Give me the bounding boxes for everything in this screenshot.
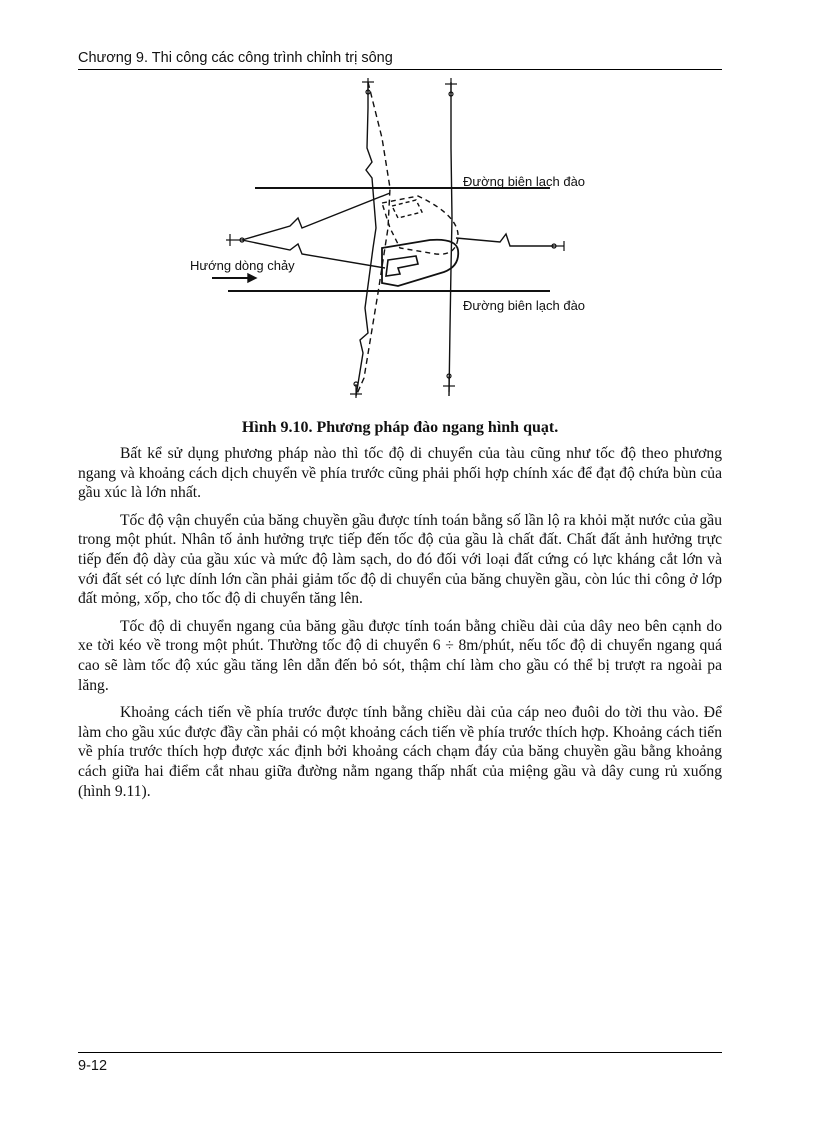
figure-caption: Hình 9.10. Phương pháp đào ngang hình quạt. [241, 419, 559, 436]
label-bottom-boundary: Đường biên lạch đào [463, 298, 586, 313]
paragraph-4: Khoảng cách tiến về phía trước được tính bằng chiều dài của cáp neo đuôi do tời thu vào. Để làm cho gầu xúc được đầy cần phải có một khoảng cách tiến về phía trước thích hợp. Khoảng cách tiến về phía trước thích hợp được xác định bởi khoảng cách chạm đáy của băng chuyền gầu bằng khoảng cách giữa hai điểm cắt nhau giữa đường nằm ngang thấp nhất của miệng gầu và dây cung rủ xuống (hình 9.11). [78, 704, 722, 800]
paragraph-3: Tốc độ di chuyển ngang của băng gầu được tính toán bằng chiều dài của dây neo bên cạnh do xe tời kéo về trong một phút. Thường tốc độ di chuyển 6 ÷ 8m/phút, nếu tốc độ di chuyển ngang quá cao sẽ làm tốc độ xúc gầu tăng lên dẫn đến bỏ sót, thậm chí làm cho gầu có thể bị trượt ra ngoài pa lăng. [78, 617, 722, 694]
label-flow-direction: Hướng dòng chảy [190, 258, 295, 273]
left-dashed-line [356, 82, 390, 396]
ship-solid-position [382, 240, 458, 286]
right-cable [456, 234, 554, 246]
page-header [78, 50, 722, 70]
page-number: 9-12 [78, 1058, 108, 1074]
anchor-left [226, 234, 244, 246]
body-text [78, 444, 722, 809]
left-cable-upper [242, 193, 390, 240]
anchor-bottom-left [350, 382, 362, 398]
label-top-boundary: Đường biên lạch đào [463, 174, 586, 189]
anchor-bottom-right [443, 374, 455, 392]
chapter-title: Chương 9. Thi công các công trình chỉnh trị sông [78, 50, 393, 66]
left-anchor-line [356, 82, 376, 396]
anchor-top-right [445, 78, 457, 96]
page-footer [78, 1052, 722, 1074]
paragraph-1: Bất kể sử dụng phương pháp nào thì tốc độ di chuyển của tàu cũng như tốc độ theo phương ngang và khoảng cách dịch chuyển về phía trước cũng phải phối hợp chính xác để đạt độ chứa bùn của gầu xúc là lớn nhất. [78, 445, 722, 502]
figure-fan-dredging-diagram [160, 78, 620, 400]
paragraph-2: Tốc độ vận chuyển của băng chuyền gầu được tính toán bằng số lần lộ ra khỏi mặt nước của gầu trong một phút. Nhân tố ảnh hưởng trực tiếp đến tốc độ của gầu là chất đất. Chất đất ảnh hưởng trực tiếp đến độ dày của gầu xúc và mức độ làm sạch, do đó đối với loại đất cứng có lực kháng cắt lớn và với đất sét có lực dính lớn cần phải giảm tốc độ di chuyển của băng chuyền gầu, còn lúc thi công ở lớp đất mỏng, xốp, cho tốc độ di chuyển tăng lên. [78, 511, 722, 608]
anchor-top-left [362, 78, 374, 94]
right-anchor-line [449, 82, 452, 396]
